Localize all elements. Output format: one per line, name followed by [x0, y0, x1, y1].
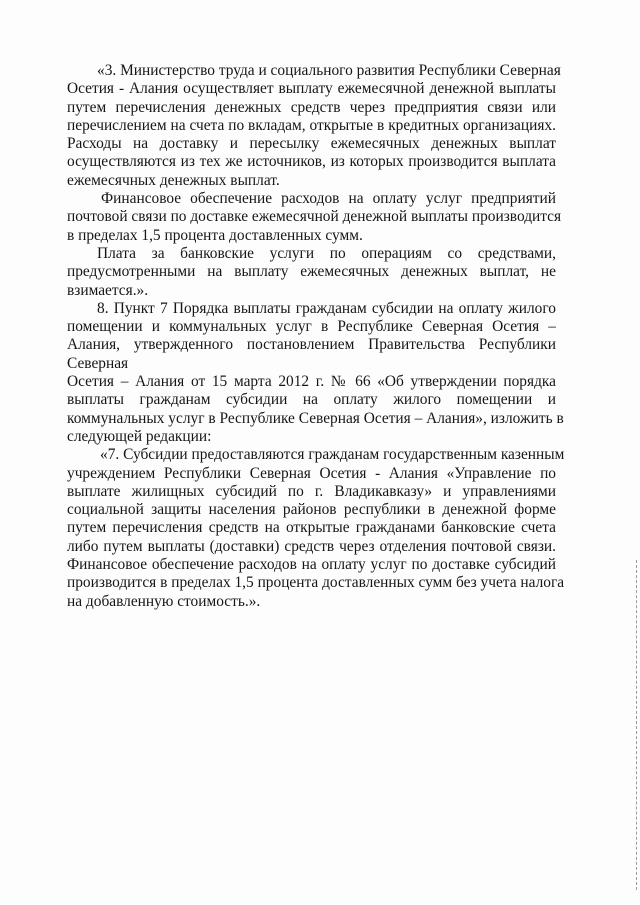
text-line: ежемесячных денежных выплат.	[67, 171, 280, 189]
text-line: осуществляются из тех же источников, из которых производится выплата	[67, 153, 556, 171]
text-line: на добавленную стоимость.».	[67, 592, 261, 610]
text-line: Финансовое обеспечение расходов на оплату услуг по доставке субсидий	[67, 556, 556, 574]
text-line: социальной защиты населения районов республики в денежной форме	[67, 501, 556, 519]
text-line: производится в пределах 1,5 процента доставленных сумм без учета налога	[67, 574, 565, 592]
text-line: в пределах 1,5 процента доставленных сумм.	[67, 226, 363, 244]
text-line: Плата за банковские услуги по операциям со средствами,	[97, 244, 556, 262]
text-line: Расходы на доставку и пересылку ежемесячных денежных выплат	[67, 135, 556, 153]
text-line: 8. Пункт 7 Порядка выплаты гражданам субсидии на оплату жилого	[97, 299, 556, 317]
text-line: либо путем выплаты (доставки) средств через отделения почтовой связи.	[67, 537, 556, 555]
text-line: выплате жилищных субсидий по г. Владикавказу» и управлениями	[67, 482, 556, 500]
text-line: Осетия – Алания от 15 марта 2012 г. № 66 «Об утверждении порядка	[67, 373, 556, 391]
scan-edge-line	[635, 560, 637, 890]
text-line: помещении и коммунальных услуг в Республике Северная Осетия –	[67, 318, 556, 336]
text-line: путем перечисления средств на открытые гражданами банковские счета	[67, 519, 556, 537]
text-line: Осетия - Алания осуществляет выплату ежемесячной денежной выплаты	[67, 80, 556, 98]
text-line: перечислением на счета по вкладам, открытые в кредитных организациях.	[67, 116, 556, 134]
text-line: Алания, утвержденного постановлением Правительства Республики	[67, 336, 556, 354]
text-line: взимается.».	[67, 281, 149, 299]
text-line: «3. Министерство труда и социального развития Республики Северная	[97, 62, 561, 79]
document-body	[67, 62, 565, 611]
text-line: следующей редакции:	[67, 427, 212, 445]
text-line: предусмотренными на выплату ежемесячных денежных выплат, не	[67, 263, 556, 281]
text-line: почтовой связи по доставке ежемесячной денежной выплаты производится	[67, 208, 562, 226]
text-line: выплаты гражданам субсидии на оплату жилого помещении и	[67, 391, 556, 409]
text-line: учреждением Республики Северная Осетия - Алания «Управление по	[67, 464, 556, 482]
text-line: Финансовое обеспечение расходов на оплату услуг предприятий	[101, 190, 556, 208]
text-line: Северная	[67, 354, 129, 372]
text-line: коммунальных услуг в Республике Северная Осетия – Алания», изложить в	[67, 409, 564, 427]
text-line: «7. Субсидии предоставляются гражданам государственным казенным	[100, 446, 565, 464]
text-line: путем перечисления денежных средств через предприятия связи или	[67, 98, 556, 116]
